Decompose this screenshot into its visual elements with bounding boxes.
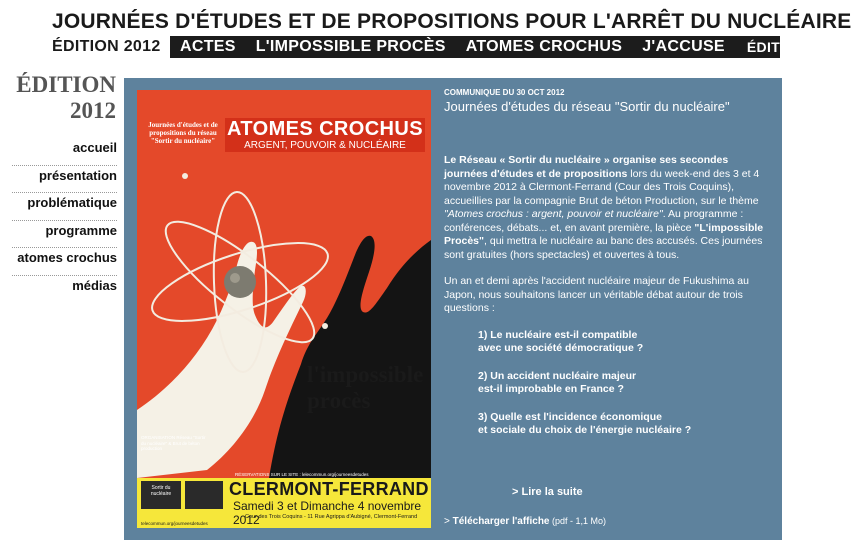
current-edition-label: ÉDITION 2012 [52,38,161,55]
sidebar-item-programme[interactable]: programme [12,221,117,249]
sidebar-edition-heading [16,72,116,124]
article-headline: Journées d'études du réseau "Sortir du nucléaire" [444,99,730,114]
sidebar-item-medias[interactable]: médias [72,277,117,293]
article-paragraph-1 [444,154,769,262]
download-poster-link[interactable]: Télécharger l'affiche [452,516,550,527]
question-line: 3) Quelle est l'incidence économique [478,410,662,423]
sidebar-item-accueil[interactable]: accueil [12,138,117,166]
play-name: "L'impossible Procès" [444,221,764,247]
question-item [478,411,769,438]
poster-dates: Samedi 3 et Dimanche 4 novembre 2012 [233,499,422,527]
article-paragraph-2: Un an et demi après l'accident nucléaire majeur de Fukushima au Japon, nous souhaitons lancer un véritable débat autour de trois questions : [444,275,749,314]
poster-title: ATOMES CROCHUS [227,118,423,140]
sidebar-edition-word: ÉDITION [16,72,116,97]
poster-bottom-band [137,478,431,528]
sidebar-menu [12,138,117,303]
read-more-link[interactable]: > Lire la suite [512,486,583,498]
site-title: JOURNÉES D'ÉTUDES ET DE PROPOSITIONS POUR L'ARRÊT DU NUCLÉAIRE [52,10,851,33]
atom-nucleus [224,266,256,298]
black-hand-shape [269,236,431,478]
poster-tagline: Journées d'études et de propositions du réseau "Sortir du nucléaire" [148,121,218,145]
sortir-du-nucleaire-logo: Sortir du nucléaire [141,481,181,509]
sidebar-item-presentation[interactable]: présentation [12,166,117,194]
download-prefix: > [444,516,453,527]
sidebar-edition-year: 2012 [70,98,116,123]
nav-jaccuse[interactable]: J'ACCUSE [642,38,725,55]
poster-play-line1: l'impossible [307,362,424,387]
poster-reservations: RÉSERVATIONS SUR LE SITE : lelecommun.org/journeesdetudes [235,472,369,477]
poster-venue: Cour des Trois Coquins - 11 Rue Agrippa d'Aubigné, Clermont-Ferrand [245,514,418,520]
poster-play-title [307,362,423,414]
sidebar-item-atomes-crochus[interactable]: atomes crochus [12,248,117,276]
nav-impossible-proces[interactable]: L'IMPOSSIBLE PROCÈS [255,38,446,55]
intro-bold: Le Réseau « Sortir du nucléaire » organise ses secondes journées d'études et de propositions [444,154,729,180]
question-line: est-il improbable en France ? [478,383,624,395]
download-line [444,516,606,527]
poster-city: CLERMONT-FERRAND [229,479,429,499]
download-size: (pdf - 1,1 Mo) [549,516,607,526]
question-item [478,370,769,397]
poster-play-line2: procès [307,388,371,413]
intro-text-c: , qui mettra le nucléaire au banc des accusés. Ces journées sont gratuites (hors spectacles) et ouvertes à tous. [444,235,763,261]
nav-edition-2011[interactable]: ÉDITION 2011 [746,39,842,55]
intro-text-b: . Au programme : conférences, débats... et, en avant première, la pièce [444,208,744,234]
question-item [478,329,769,356]
main-panel [124,78,782,540]
question-line: et sociale du choix de l'énergie nucléaire ? [478,424,692,436]
brut-de-beton-logo [185,481,223,509]
theme-italic: "Atomes crochus : argent, pouvoir et nucléaire" [444,208,663,220]
poster-subtitle: ARGENT, POUVOIR & NUCLÉAIRE [244,140,406,151]
poster-organisation: ORGANISATION Réseau "Sortir du nucléaire" & Brut de béton production [141,435,206,451]
event-poster[interactable] [137,90,431,528]
article-header [444,88,774,115]
poster-title-box [225,118,425,152]
poster-artwork [137,90,431,528]
question-line: avec une société démocratique ? [478,342,644,354]
article-date: COMMUNIQUE DU 30 OCT 2012 [444,88,565,97]
top-navigation [170,36,842,58]
poster-website: telecommun.org/journeesdetudes [141,521,208,526]
sidebar-item-problematique[interactable]: problématique [12,193,117,221]
nav-atomes-crochus[interactable]: ATOMES CROCHUS [465,38,623,55]
intro-text-a: lors du week-end des 3 et 4 novembre 2012 à Clermont-Ferrand (Cour des Trois Coquins), accueillies par la compagnie Brut de béton Production, sur le thème [444,167,760,207]
questions-list [478,329,769,438]
question-line: 2) Un accident nucléaire majeur [478,369,637,382]
nav-actes[interactable]: ACTES [180,38,236,55]
article-body [444,154,769,452]
question-line: 1) Le nucléaire est-il compatible [478,328,638,341]
